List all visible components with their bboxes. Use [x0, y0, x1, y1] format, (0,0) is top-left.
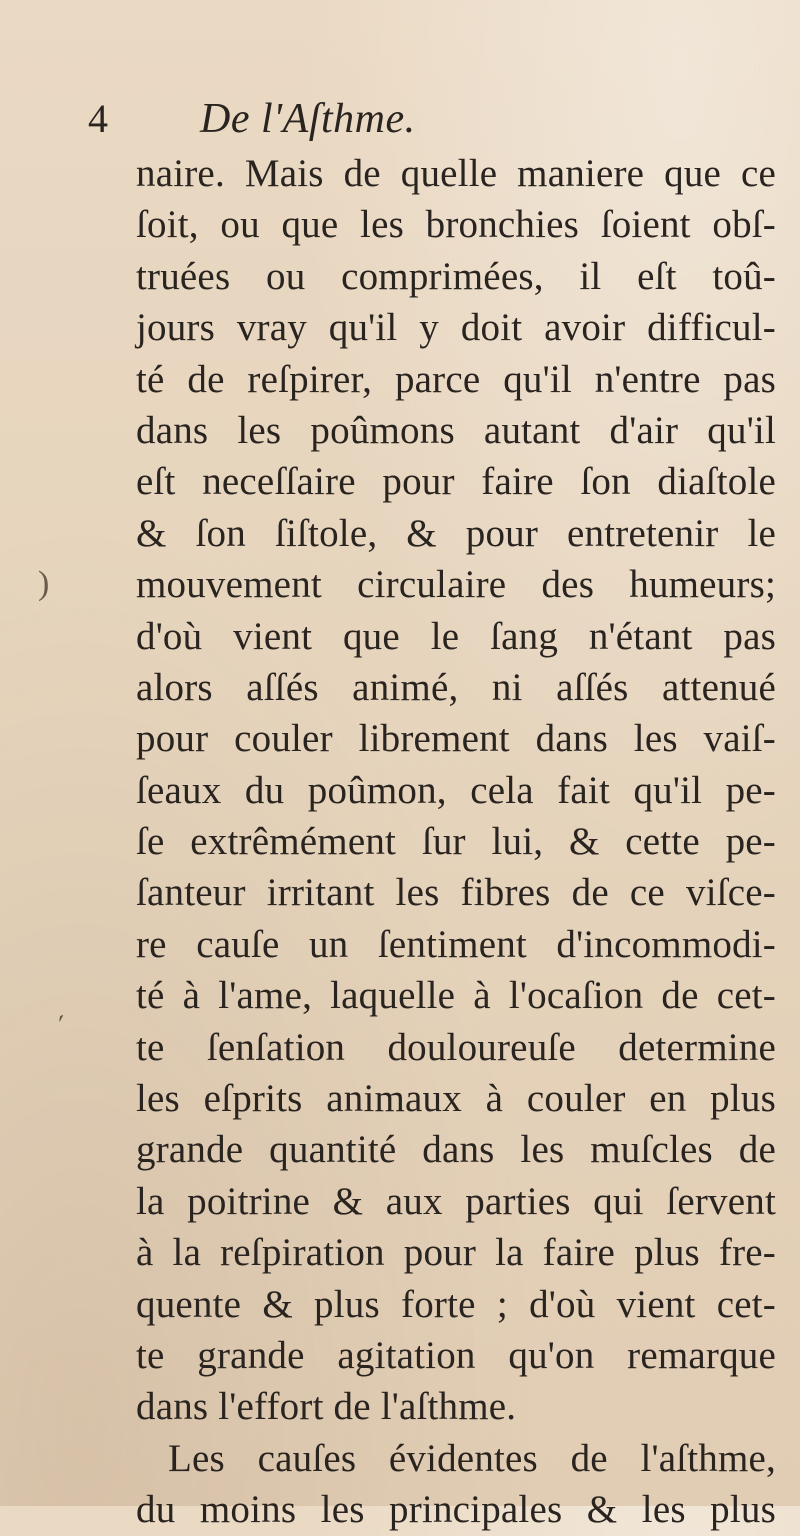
text-line: naire. Mais de quelle maniere que ce: [136, 152, 776, 195]
text-line: dans l'effort de l'aſthme.: [136, 1385, 517, 1429]
text-line: alors aſſés animé, ni aſſés attenué: [136, 665, 776, 709]
running-head: De l'Aſthme.: [200, 96, 416, 142]
text-line: à la reſpiration pour la faire plus fre-: [136, 1231, 776, 1275]
text-line: & ſon ſiſtole, & pour entretenir le: [136, 511, 776, 555]
text-line: du moins les principales & les plus: [136, 1488, 776, 1532]
text-line: ſanteur irritant les fibres de ce viſce-: [136, 871, 776, 915]
text-line: quente & plus forte ; d'où vient cet-: [136, 1282, 776, 1326]
page-number: 4: [88, 96, 108, 141]
text-line: eſt neceſſaire pour faire ſon diaſtole: [136, 460, 776, 504]
margin-ink-mark: ): [38, 565, 50, 602]
text-line: jours vray qu'il y doit avoir difficul-: [136, 306, 776, 350]
text-line: grande quantité dans les muſcles de: [136, 1128, 776, 1172]
text-line: pour couler librement dans les vaiſ-: [136, 717, 776, 761]
text-line: truées ou comprimées, il eſt toû-: [136, 254, 776, 298]
body-text: [136, 148, 776, 1536]
text-line: les eſprits animaux à couler en plus: [136, 1077, 776, 1121]
text-line: té à l'ame, laquelle à l'ocaſion de cet-: [136, 974, 776, 1018]
text-line: mouvement circulaire des humeurs;: [136, 563, 776, 607]
text-line: la poitrine & aux parties qui ſervent: [136, 1179, 776, 1223]
text-line: ſe extrêmément ſur lui, & cette pe-: [136, 820, 776, 864]
text-line: té de reſpirer, parce qu'il n'entre pas: [136, 357, 776, 401]
page-header: [88, 96, 688, 146]
text-line: d'où vient que le ſang n'étant pas: [136, 614, 776, 658]
margin-ink-mark: ´: [53, 1009, 77, 1044]
text-line: ſeaux du poûmon, cela fait qu'il pe-: [136, 768, 776, 812]
text-line: ſoit, ou que les bronchies ſoient obſ-: [136, 203, 776, 247]
text-line: te ſenſation douloureuſe determine: [136, 1025, 776, 1069]
text-line: te grande agitation qu'on remarque: [136, 1333, 776, 1377]
text-line: re cauſe un ſentiment d'incommodi-: [136, 922, 776, 966]
text-line: dans les poûmons autant d'air qu'il: [136, 408, 776, 452]
paragraph-start-line: Les cauſes évidentes de l'aſthme,: [168, 1436, 776, 1480]
